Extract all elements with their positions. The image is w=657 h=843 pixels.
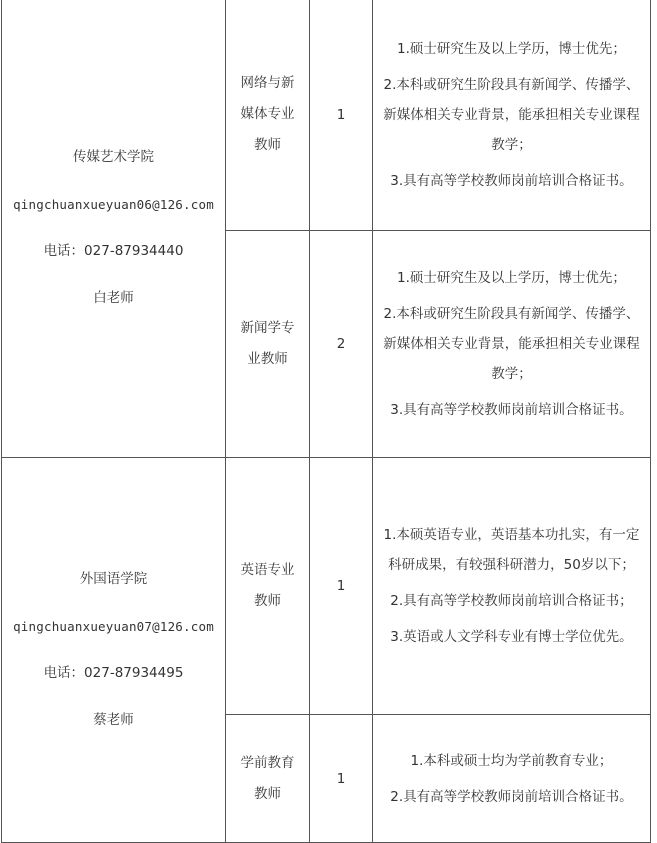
position-title: 新闻学专业教师: [226, 231, 310, 458]
department-contact: 白老师: [93, 290, 134, 306]
position-requirements: [373, 458, 651, 715]
position-count: 1: [310, 458, 373, 715]
position-requirements: [373, 231, 651, 458]
requirement-item: 1.硕士研究生及以上学历，博士优先；: [397, 40, 626, 57]
department-email: qingchuanxueyuan06@126.com: [13, 197, 214, 212]
department-name: 传媒艺术学院: [73, 149, 154, 165]
position-count: 2: [310, 231, 373, 458]
department-phone: 电话：027-87934495: [43, 665, 184, 681]
requirement-item: 3.具有高等学校教师岗前培训合格证书。: [390, 402, 633, 418]
requirement-item: 2.具有高等学校教师岗前培训合格证书；: [390, 593, 633, 609]
position-title: 网络与新媒体专业教师: [226, 0, 310, 231]
department-phone: 电话：027-87934440: [43, 243, 184, 259]
requirement-item: 2.本科或研究生阶段具有新闻学、传播学、新媒体相关专业背景，能承担相关专业课程教学；: [383, 306, 640, 382]
requirement-item: 3.具有高等学校教师岗前培训合格证书。: [390, 172, 633, 189]
requirement-item: 1.本硕英语专业，英语基本功扎实，有一定科研成果，有较强科研潜力，50岁以下；: [383, 527, 640, 573]
department-email: qingchuanxueyuan07@126.com: [13, 619, 214, 634]
department-cell: [2, 0, 226, 458]
position-title: 学前教育教师: [226, 715, 310, 843]
department-contact: 蔡老师: [93, 712, 134, 728]
department-cell: [2, 458, 226, 843]
recruitment-table: [1, 0, 651, 843]
position-count: 1: [310, 0, 373, 231]
department-name: 外国语学院: [79, 571, 148, 587]
table-row: [2, 458, 651, 715]
requirement-item: 2.本科或研究生阶段具有新闻学、传播学、新媒体相关专业背景，能承担相关专业课程教学；: [383, 76, 640, 153]
position-count: 1: [310, 715, 373, 843]
requirement-item: 1.本科或硕士均为学前教育专业；: [410, 752, 613, 769]
requirement-item: 3.英语或人文学科专业有博士学位优先。: [390, 629, 633, 645]
requirement-item: 1.硕士研究生及以上学历，博士优先；: [397, 270, 626, 286]
position-requirements: [373, 0, 651, 231]
table-row: [2, 0, 651, 231]
position-title: 英语专业教师: [226, 458, 310, 715]
requirement-item: 2.具有高等学校教师岗前培训合格证书。: [390, 788, 633, 805]
position-requirements: [373, 715, 651, 843]
